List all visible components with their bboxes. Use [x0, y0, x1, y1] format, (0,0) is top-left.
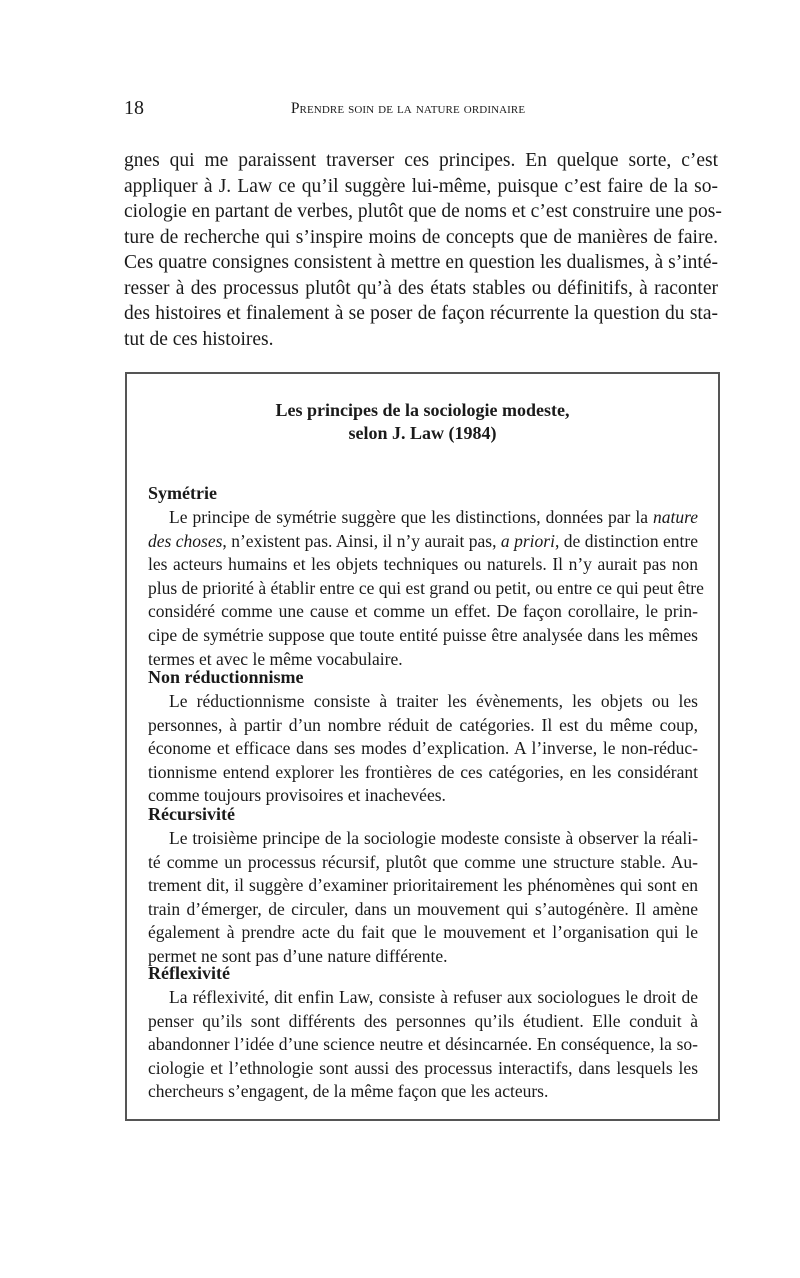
- section-line: permet ne sont pas d’une nature différente.: [148, 945, 448, 966]
- section-line: plus de priorité à établir entre ce qui est grand ou petit, ou entre ce qui peut être: [148, 577, 704, 598]
- section-line: cipe de symétrie suppose que toute entité puisse être analysée dans les mêmes: [148, 624, 698, 645]
- body-line: Ces quatre consignes consistent à mettre en question les dualismes, à s’inté-: [124, 252, 718, 273]
- section-line: chercheurs s’engagent, de la même façon que les acteurs.: [148, 1081, 549, 1102]
- body-paragraph: [124, 148, 722, 352]
- section-heading: Symétrie: [148, 483, 217, 503]
- section-line: économe et efficace dans ses modes d’explication. A l’inverse, le non-réduc-: [148, 738, 698, 759]
- section-heading: Réflexivité: [148, 963, 230, 983]
- body-line: tut de ces histoires.: [124, 328, 274, 350]
- section-line: des choses, n’existent pas. Ainsi, il n’y aurait pas, a priori, de distinction entre: [148, 530, 698, 551]
- section-line: trement dit, il suggère d’examiner prioritairement les phénomènes qui sont en: [148, 875, 698, 896]
- section-line: termes et avec le même vocabulaire.: [148, 648, 403, 669]
- section-line: considéré comme une cause et comme un effet. De façon corollaire, le prin-: [148, 601, 698, 622]
- italic-phrase: a priori: [500, 530, 555, 551]
- italic-phrase: des choses: [148, 530, 223, 551]
- section-non-reductionnisme: [148, 666, 698, 808]
- section-line: tionnisme entend explorer les frontières de ces catégories, en les considérant: [148, 761, 698, 782]
- body-line: gnes qui me paraissent traverser ces principes. En quelque sorte, c’est: [124, 150, 718, 171]
- section-body: [148, 986, 698, 1104]
- italic-phrase: nature: [652, 507, 698, 527]
- running-head: Prendre soin de la nature ordinaire: [290, 100, 526, 117]
- body-line: resser à des processus plutôt qu’à des états stables ou définitifs, à raconter: [124, 277, 718, 299]
- section-line: abandonner l’idée d’une science neutre et désincarnée. En conséquence, la so-: [148, 1034, 698, 1055]
- section-line: comme toujours provisoires et inachevées.: [148, 785, 446, 806]
- section-line: également à prendre acte du fait que le mouvement et l’organisation qui le: [148, 922, 698, 943]
- section-line: train d’émerger, de circuler, dans un mouvement qui s’autogénère. Il amène: [148, 898, 698, 919]
- section-line: té comme un processus récursif, plutôt que comme une structure stable. Au-: [148, 851, 698, 872]
- box-title-line: Les principes de la sociologie modeste,: [275, 400, 570, 420]
- section-line: Le principe de symétrie suggère que les distinctions, données par la nature: [169, 507, 698, 527]
- section-body: [148, 506, 704, 671]
- box-title: [127, 399, 718, 445]
- section-line: les acteurs humains et les objets techniques ou naturels. Il n’y aurait pas non: [148, 554, 698, 575]
- section-body: [148, 690, 698, 808]
- section-heading: Non réductionnisme: [148, 667, 304, 687]
- section-line: ciologie et l’ethnologie sont aussi des processus interactifs, dans lesquels les: [148, 1057, 698, 1078]
- section-line: La réflexivité, dit enfin Law, consiste à refuser aux sociologues le droit de: [169, 987, 698, 1007]
- body-line: ture de recherche qui s’inspire moins de concepts que de manières de faire.: [124, 226, 718, 248]
- section-body: [148, 827, 698, 969]
- box-title-line: selon J. Law (1984): [348, 423, 497, 443]
- section-heading: Récursivité: [148, 804, 235, 824]
- section-line: personnes, à partir d’un nombre réduit de catégories. Il est du même coup,: [148, 714, 698, 735]
- body-line: ciologie en partant de verbes, plutôt que de noms et c’est construire une pos-: [124, 201, 722, 222]
- section-line: Le troisième principe de la sociologie modeste consiste à observer la réali-: [169, 828, 698, 848]
- section-line: penser qu’ils sont différents des personnes qu’ils étudient. Elle conduit à: [148, 1010, 698, 1031]
- section-recursivite: [148, 803, 698, 969]
- principles-box: [125, 372, 720, 1121]
- body-line: appliquer à J. Law ce qu’il suggère lui-même, puisque c’est faire de la so-: [124, 175, 718, 197]
- section-line: Le réductionnisme consiste à traiter les évènements, les objets ou les: [169, 691, 698, 711]
- page-number: 18: [124, 97, 144, 119]
- section-reflexivite: [148, 962, 698, 1104]
- body-line: des histoires et finalement à se poser de façon récurrente la question du sta-: [124, 303, 718, 324]
- section-symetrie: [148, 482, 704, 671]
